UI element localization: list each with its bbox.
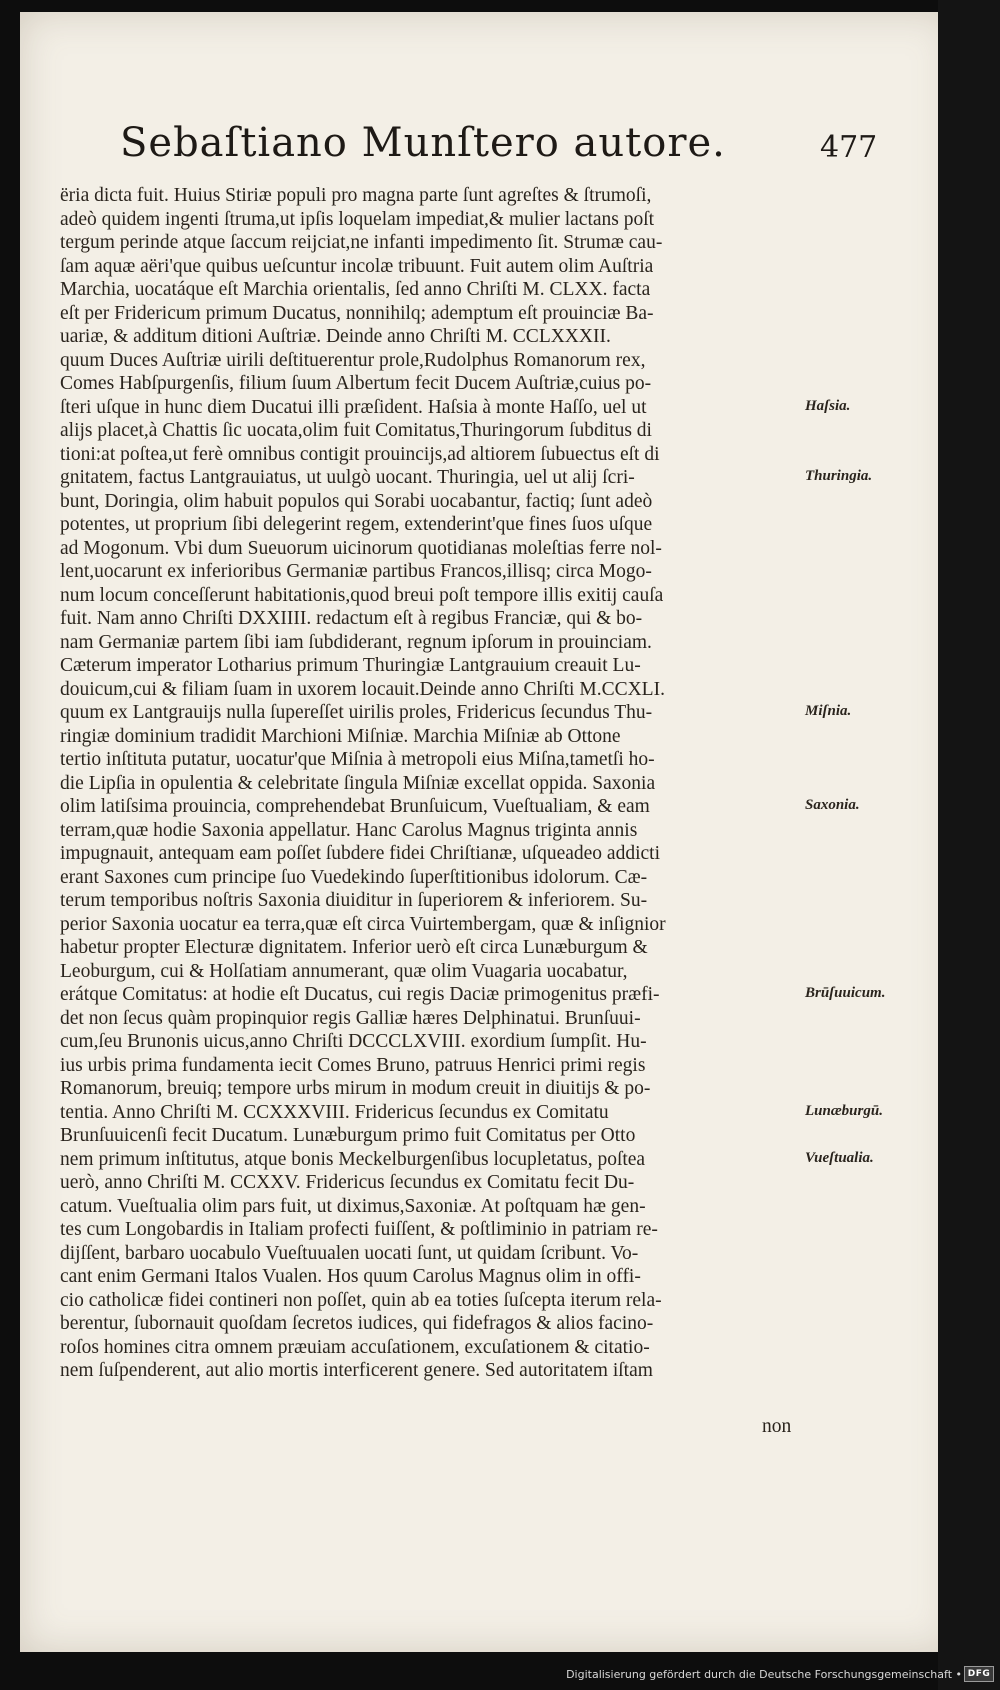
text-line: die Lipſia in opulentia & celebritate ſingula Miſniæ excellat oppida. Saxonia [60, 772, 656, 794]
text-line: uariæ, & additum ditioni Auſtriæ. Deinde anno Chriſti M. CCLXXXII. [60, 326, 611, 347]
text-line: cio catholicæ fidei contineri non poſſet, quin ab ea toties ſuſcepta iterum rela- [60, 1289, 662, 1311]
text-line: tergum perinde atque ſaccum reijciat,ne infanti impedimento ſit. Strumæ cau- [60, 232, 663, 253]
text-line: impugnauit, antequam eam poſſet ſubdere fidei Chriſtianæ, uſqueadeo addicti [60, 843, 660, 864]
text-line: berentur, ſubornauit quoſdam ſecretos iudices, qui fidefragos & alios facino- [60, 1313, 654, 1334]
text-line: ius urbis prima fundamenta iecit Comes Bruno, patruus Henrici primi regis [60, 1054, 646, 1076]
catchword: non [762, 1416, 792, 1437]
running-title: Sebaſtiano Munſtero autore. [120, 120, 726, 166]
text-line: tes cum Longobardis in Italiam profecti fuiſſent, & poſtliminio in patriam re- [60, 1219, 658, 1240]
margin-note: Haſsia. [805, 397, 851, 414]
margin-note: Thuringia. [805, 468, 873, 484]
text-line: cant enim Germani Italos Vualen. Hos quum Carolus Magnus olim in offi- [60, 1266, 641, 1287]
text-line: alijs placet,à Chattis ſic uocata,olim fuit Comitatus,Thuringorum ſubditus di [60, 420, 652, 441]
text-line: fuit. Nam anno Chriſti DXXIIII. redactum eſt à regibus Franciæ, qui & bo- [60, 608, 643, 629]
text-line: quum ex Lantgrauijs nulla ſupereſſet uirilis proles, Fridericus ſecundus Thu- [60, 702, 653, 723]
text-line: terram,quæ hodie Saxonia appellatur. Hanc Carolus Magnus triginta annis [60, 819, 638, 841]
text-line: roſos homines citra omnem præuiam accuſationem, excuſationem & citatio- [60, 1336, 650, 1358]
text-line: Leoburgum, cui & Holſatiam annumerant, quæ olim Vuagaria uocabatur, [60, 960, 628, 982]
text-line: catum. Vueſtualia olim pars fuit, ut diximus,Saxoniæ. At poſtquam hæ gen- [60, 1195, 646, 1217]
text-line: lent,uocarunt ex inferioribus Germaniæ partibus Francos,illisq; circa Mogo- [60, 561, 652, 582]
text-line: Marchia, uocatáque eſt Marchia orientalis, ſed anno Chriſti M. CLXX. facta [60, 279, 651, 300]
book-page [20, 12, 953, 1652]
text-line: nam Germaniæ partem ſibi iam ſubdiderant, regnum ipſorum in prouinciam. [60, 631, 652, 653]
text-line: bunt, Doringia, olim habuit populos qui Sorabi uocabantur, factiq; ſunt adeò [60, 490, 653, 512]
text-line: nem ſuſpenderent, aut alio mortis interficerent genere. Sed autoritatem iſtam [60, 1360, 653, 1381]
text-line: Comes Habſpurgenſis, filium ſuum Albertum fecit Ducem Auſtriæ,cuius po- [60, 373, 652, 394]
text-line: gnitatem, factus Lantgrauiatus, ut uulgò uocant. Thuringia, uel ut alij ſcri- [60, 467, 635, 488]
margin-note: Miſnia. [805, 703, 852, 719]
text-line: tioni:at poſtea,ut ferè omnibus contigit prouincijs,ad altiorem ſubuectus eſt di [60, 443, 660, 465]
text-line: erátque Comitatus: at hodie eſt Ducatus, cui regis Daciæ primogenitus præfi- [60, 984, 660, 1005]
text-line: tentia. Anno Chriſti M. CCXXXVIII. Fridericus ſecundus ex Comitatu [60, 1101, 609, 1123]
text-line: eſt per Fridericum primum Ducatus, nonnihilq; ademptum eſt prouinciæ Ba- [60, 302, 654, 324]
margin-note: Brūſuuicum. [805, 985, 886, 1001]
text-line: douicum,cui & filiam ſuam in uxorem locauit.Deinde anno Chriſti M.CCXLI. [60, 678, 665, 700]
text-line: nem primum inſtitutus, atque bonis Meckelburgenſibus locupletatus, poſtea [60, 1148, 646, 1170]
text-line: olim latiſsima prouincia, comprehendebat Brunſuicum, Vueſtualiam, & eam [60, 796, 650, 817]
text-line: perior Saxonia uocatur ea terra,quæ eſt circa Vuirtembergam, quæ & inſignior [60, 913, 666, 935]
text-line: habetur propter Electuræ dignitatem. Inferior uerò eſt circa Lunæburgum & [60, 937, 648, 958]
margin-note: Saxonia. [805, 797, 860, 813]
margin-note: Lunæburgū. [805, 1102, 883, 1119]
text-line: Romanorum, breuiq; tempore urbs mirum in modum creuit in diuitijs & po- [60, 1078, 651, 1099]
text-line: dijſſent, barbaro uocabulo Vueſtuualen uocati ſunt, ut quidam ſcribunt. Vo- [60, 1242, 639, 1264]
text-line: adeò quidem ingenti ſtruma,ut ipſis loquelam impediat,& mulier lactans poſt [60, 208, 655, 230]
text-line: Brunſuuicenſi fecit Ducatum. Lunæburgum primo fuit Comitatus per Otto [60, 1125, 636, 1146]
text-line: potentes, ut proprium ſibi delegerint regem, extenderint'que fines ſuos uſque [60, 514, 653, 535]
text-line: erant Saxones cum principe ſuo Vuedekindo ſuperſtitionibus idolorum. Cæ- [60, 866, 648, 888]
text-line: Cæterum imperator Lotharius primum Thuringiæ Lantgrauium creauit Lu- [60, 655, 641, 676]
text-line: ringiæ dominium tradidit Marchioni Miſniæ. Marchia Miſniæ ab Ottone [60, 725, 621, 747]
text-line: ad Mogonum. Vbi dum Sueuorum uicinorum quotidianas moleſtias ferre nol- [60, 537, 662, 559]
footer-bar [0, 1662, 1000, 1690]
scan-border [938, 0, 1000, 1690]
body-text [60, 184, 800, 1383]
text-line: quum Duces Auſtriæ uirili deſtituerentur prole,Rudolphus Romanorum rex, [60, 349, 646, 371]
dfg-logo: DFG [964, 1666, 994, 1682]
margin-note: Vueſtualia. [805, 1149, 874, 1166]
text-line: det non ſecus quàm propinquior regis Galliæ hæres Delphinatui. Brunſuui- [60, 1007, 641, 1029]
footer-credit: Digitalisierung gefördert durch die Deutsche Forschungsgemeinschaft • [566, 1668, 962, 1681]
running-header [120, 120, 920, 180]
text-line: cum,ſeu Brunonis uicus,anno Chriſti DCCCLXVIII. exordium ſumpſit. Hu- [60, 1031, 647, 1052]
text-line: terum temporibus noſtris Saxonia diuiditur in ſuperiorem & inferiorem. Su- [60, 890, 648, 911]
text-line: tertio inſtituta putatur, uocatur'que Miſnia à metropoli eius Miſna,tametſi ho- [60, 749, 655, 770]
text-line: ſam aquæ aëri'que quibus ueſcuntur incolæ tribuunt. Fuit autem olim Auſtria [60, 255, 654, 277]
text-line: ëria dicta fuit. Huius Stiriæ populi pro magna parte ſunt agreſtes & ſtrumoſi, [60, 185, 652, 206]
text-line: num locum conceſſerunt habitationis,quod breui poſt tempore illis exitij cauſa [60, 584, 664, 606]
folio-number: 477 [820, 130, 878, 165]
text-line: ſteri uſque in hunc diem Ducatui illi præſident. Haſsia à monte Haſſo, uel ut [60, 396, 647, 418]
text-line: uerò, anno Chriſti M. CCXXV. Fridericus ſecundus ex Comitatu fecit Du- [60, 1172, 635, 1193]
